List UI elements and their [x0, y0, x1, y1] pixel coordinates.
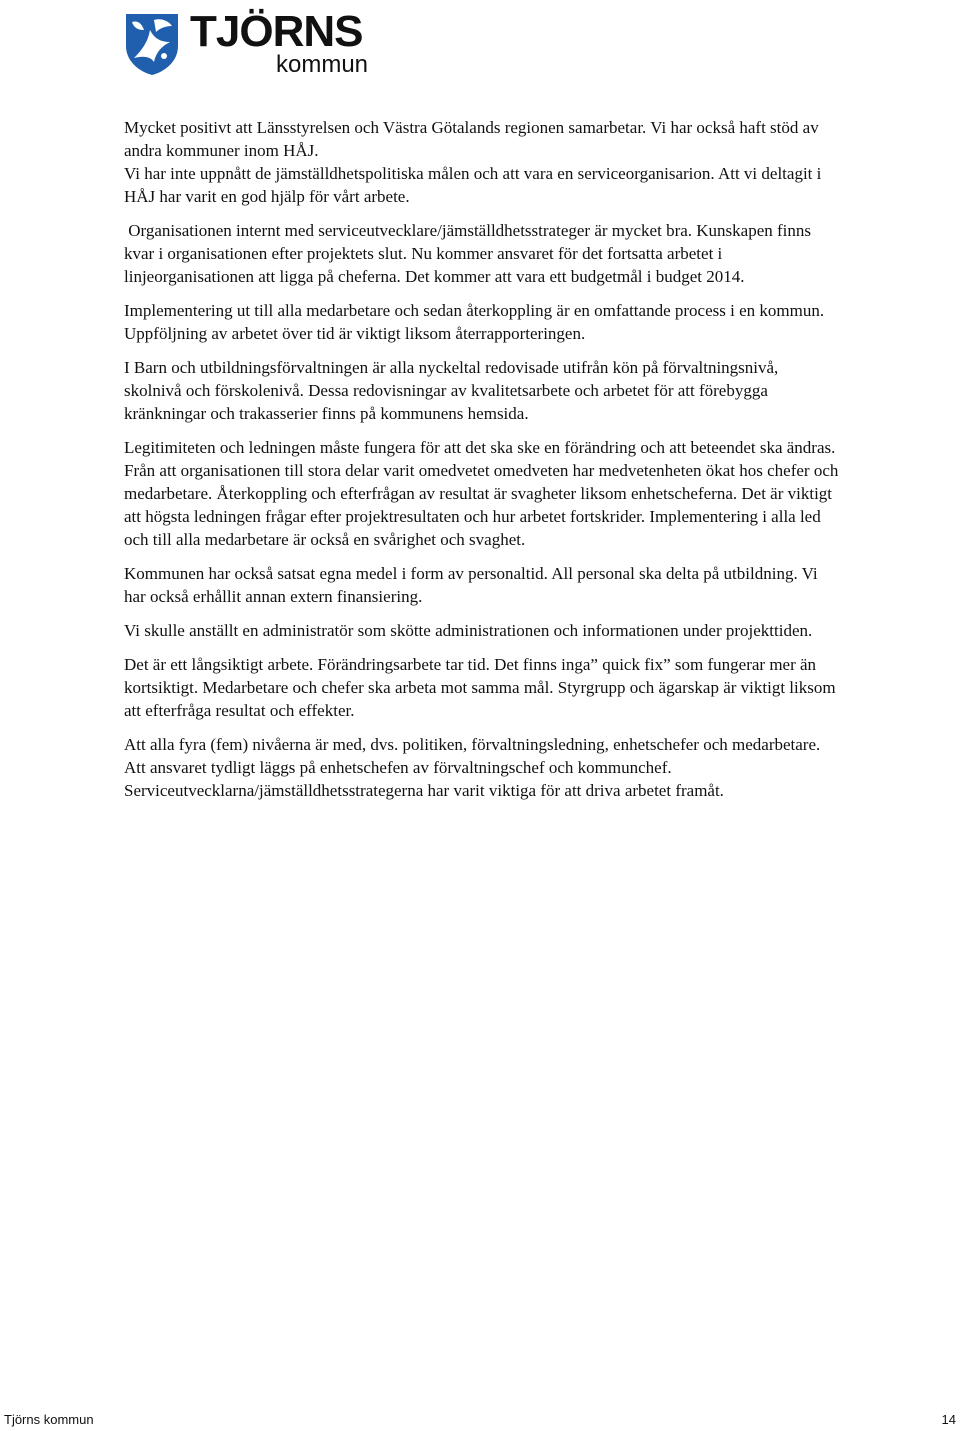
paragraph-7: Kommunen har också satsat egna medel i form av personaltid. All personal ska delta på utbildning. Vi har också erhållit annan extern finansiering.: [124, 564, 818, 606]
paragraph-3: Organisationen internt med serviceutvecklare/jämställdhetsstrateger är mycket bra. Kunskapen finns kvar i organisationen efter projektets slut. Nu kommer ansvaret för det fortsatta arbetet i linjeorganisationen att ligga på cheferna. Det kommer att vara ett budgetmål i budget 2014.: [124, 221, 816, 286]
logo-subtitle: kommun: [276, 51, 369, 78]
paragraph-6: Legitimiteten och ledningen måste fungera för att det ska ske en förändring och att beteendet ska ändras. Från att organisationen till stora delar varit omedvetet omedveten har medvetenheten ökat hos chefer och medarbetare. Återkoppling och efterfrågan av resultat är svagheter liksom enhetscheferna. Det är viktigt att högsta ledningen frågar efter projektresultaten och hur arbetet fortskrider. Implementering i alla led och till alla medarbetare är också en svårighet och svaghet.: [124, 438, 839, 549]
logo-name: TJÖRNS: [190, 7, 363, 56]
coat-of-arms-icon: [124, 12, 180, 76]
paragraph-5: I Barn och utbildningsförvaltningen är alla nyckeltal redovisade utifrån kön på förvaltningsnivå, skolnivå och förskolenivå. Dessa redovisningar av kvalitetsarbete och arbetet för att förebygga kränkningar och trakasserier finns på kommunens hemsida.: [124, 358, 779, 423]
footer-organization: Tjörns kommun: [4, 1412, 94, 1427]
document-body: [124, 116, 840, 813]
paragraph-4: Implementering ut till alla medarbetare och sedan återkoppling är en omfattande process i en kommun. Uppföljning av arbetet över tid är viktigt liksom återrapporteringen.: [124, 301, 825, 343]
paragraph-10: Att alla fyra (fem) nivåerna är med, dvs. politiken, förvaltningsledning, enhetschefer och medarbetare. Att ansvaret tydligt läggs på enhetschefen av förvaltningschef och kommunchef. Serviceutvecklarna/jämställdhetsstrategerna har varit viktiga för att driva arbetet framåt.: [124, 735, 821, 800]
footer-page-number: 14: [941, 1412, 956, 1427]
tjorns-kommun-logo: [124, 7, 374, 78]
paragraph-2: Vi har inte uppnått de jämställdhetspolitiska målen och att vara en serviceorganisarion. Att vi deltagit i HÅJ har varit en god hjälp för vårt arbete.: [124, 164, 822, 206]
paragraph-8: Vi skulle anställt en administratör som skötte administrationen och informationen under projekttiden.: [124, 621, 813, 640]
paragraph-1: Mycket positivt att Länsstyrelsen och Västra Götalands regionen samarbetar. Vi har också haft stöd av andra kommuner inom HÅJ.: [124, 118, 819, 160]
paragraph-9: Det är ett långsiktigt arbete. Förändringsarbete tar tid. Det finns inga” quick fix” som fungerar mer än kortsiktigt. Medarbetare och chefer ska arbeta mot samma mål. Styrgrupp och ägarskap är viktigt liksom att efterfråga resultat och effekter.: [124, 655, 836, 720]
